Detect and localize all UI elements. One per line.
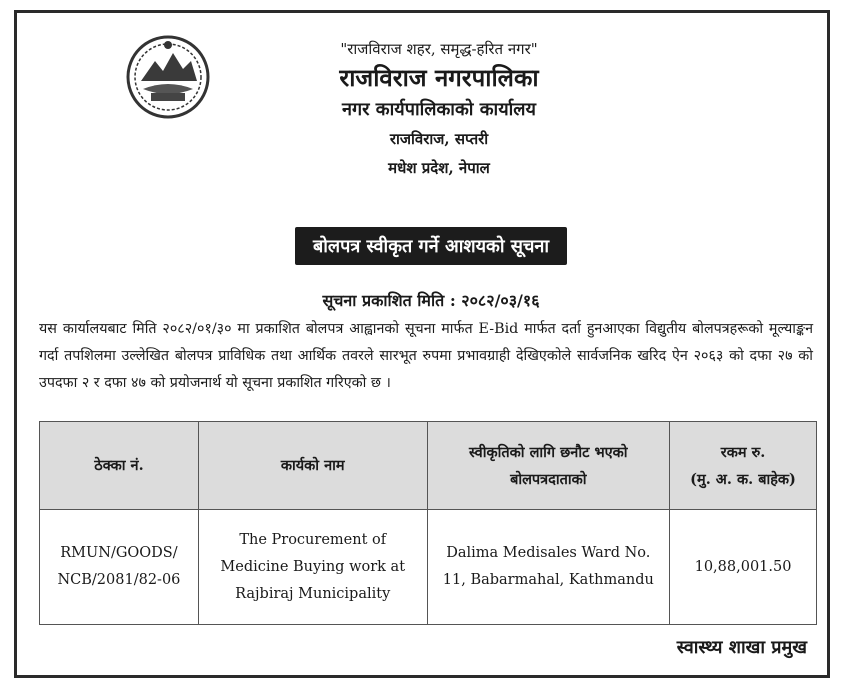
header-work-name: कार्यको नाम — [198, 422, 427, 510]
cell-work-name: The Procurement of Medicine Buying work at Rajbiraj Municipality — [198, 510, 427, 625]
municipality-slogan: "राजविराज शहर, समृद्ध-हरित नगर" — [340, 40, 538, 58]
cell-bidder: Dalima Medisales Ward No. 11, Babarmahal, Kathmandu — [427, 510, 670, 625]
cell-contract-no: RMUN/GOODS/ NCB/2081/82-06 — [40, 510, 199, 625]
table-header-row — [40, 422, 817, 510]
award-table — [39, 421, 817, 625]
signatory: स्वास्थ्य शाखा प्रमुख — [676, 637, 807, 658]
table-row — [40, 510, 817, 625]
header-amount — [670, 422, 817, 510]
notice-title-wrap — [17, 227, 827, 265]
office-location: राजविराज, सप्तरी — [389, 130, 489, 148]
municipality-name: राजविराज नगरपालिका — [339, 63, 539, 92]
header-contract-no: ठेक्का नं. — [40, 422, 199, 510]
cell-amount: 10,88,001.50 — [670, 510, 817, 625]
notice-body: यस कार्यालयबाट मिति २०८२/०१/३० मा प्रकाशित बोलपत्र आह्वानको सूचना मार्फत E-Bid मार्फत दर्ता हुनआएका विद्युतीय बोलपत्रहरूको मूल्याङ्कन गर्दा तपशिलमा उल्लेखित बोलपत्र प्राविधिक तथा आर्थिक तवरले सारभूत रुपमा प्रभावग्राही देखिएकोले सार्वजनिक खरिद ऐन २०६३ को दफा २७ को उपदफा २ र दफा ४७ को प्रयोजनार्थ यो सूचना प्रकाशित गरिएको छ । — [39, 321, 813, 391]
notice-published-date: सूचना प्रकाशित मिति : २०८२/०३/१६ — [322, 291, 540, 310]
office-name: नगर कार्यपालिकाको कार्यालय — [342, 99, 536, 120]
header-amount-line2: (मु. अ. क. बाहेक) — [690, 470, 796, 488]
province-country: मधेश प्रदेश, नेपाल — [388, 159, 490, 177]
notice-title: बोलपत्र स्वीकृत गर्ने आशयको सूचना — [295, 227, 567, 265]
header-bidder: स्वीकृतिको लागि छनौट भएको बोलपत्रदाताको — [427, 422, 670, 510]
notice-frame — [14, 10, 830, 678]
header-amount-line1: रकम रु. — [720, 443, 766, 461]
